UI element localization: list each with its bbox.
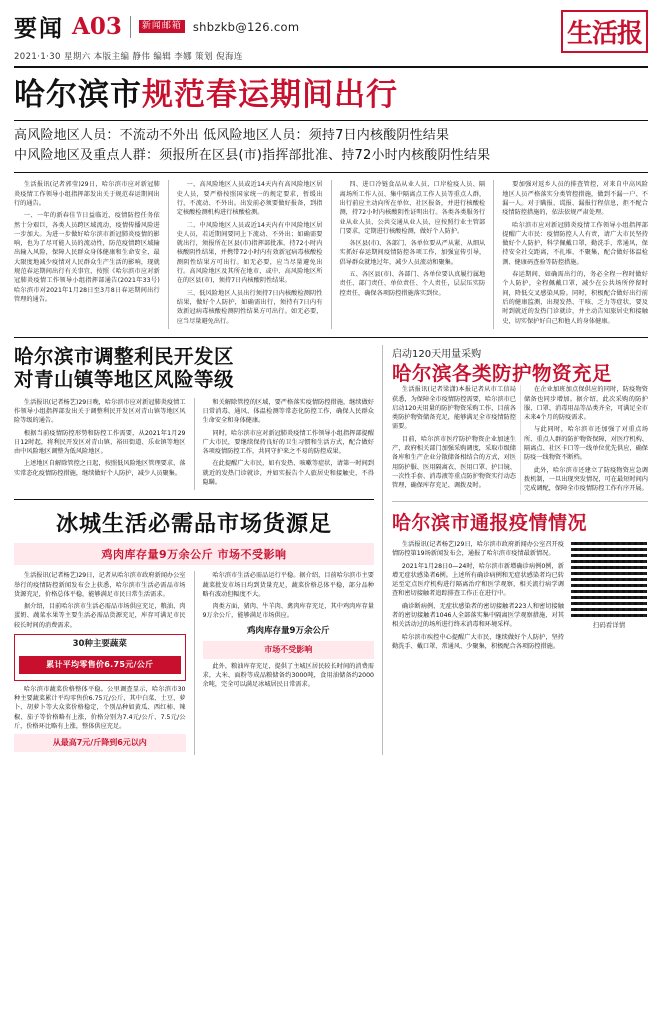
- paragraph: 在企业加班加点保供应的同时，防疫物资储备也同步增加。据介绍，此次采购的防护服、口罩、消毒用品等品类齐全，可满足全市未来4个月的防疫需求。: [524, 386, 648, 422]
- supplies-kicker: 启动120天用量采购: [392, 348, 482, 360]
- paragraph: 目前，哈尔滨市医疗防护物资企业加速生产，政府相关部门加强采购调度，采取市级储备库和生产企业分散储备相结合的方式，对医用防护服、医用隔离衣、医用口罩、护目镜、一次性手套、消毒液等重点防护物资实行动态管理，确保库存充足、调拨及时。: [392, 435, 516, 490]
- qr-code-icon[interactable]: [570, 540, 648, 618]
- paragraph: 上述地区自解除管控之日起，按照低风险地区管理要求，落实常态化疫情防控措施，继续做好个人防护，减少人员聚集。: [14, 460, 186, 477]
- supplies-column-1: [14, 571, 186, 755]
- qr-code-caption: 扫码看详情: [592, 620, 626, 629]
- lead-column-1: [14, 180, 160, 328]
- paragraph: 生活报讯(记者杨艺)29日晚，哈尔滨市应对新冠肺炎疫情工作领导小组指挥部发出关于调整利民开发区对青山镇等地区风险等级的通告。: [14, 398, 186, 425]
- paragraph: 生活报讯(记者杨艺)29日，哈尔滨市政府新闻办公室召开疫情防控第19场新闻发布会，通报了哈尔滨市疫情最新情况。: [392, 540, 564, 558]
- risk-article-column-1: [14, 398, 186, 491]
- lead-headline-red: 规范春运期间出行: [142, 77, 398, 113]
- paragraph: 此外，哈尔滨市还建立了防疫物资应急调拨机制，一旦出现突发情况，可在最短时间内完成调配，保障全市疫情防控工作有序开展。: [524, 466, 648, 493]
- masthead: [14, 10, 648, 68]
- paragraph: 哈尔滨市蔬菜价格整体平稳。公里调查显示，哈尔滨市30种主要蔬菜累计平均零售价6.75元/公斤，其中白菜、土豆、萝卜、胡萝卜等大众菜价格稳定，个别品种如黄瓜、西红柿、辣椒、茄子等价格略有上涨，价格分别为7.4元/公斤、7.5元/公斤，价格环比略有上涨，整体供应充足。: [14, 685, 186, 730]
- paragraph: 哈尔滨市生活必需品运行平稳。据介绍，目前哈尔滨市主要蔬菜批发市场日均到货量充足，蔬菜价格总体平稳，部分品种略有波动但幅度不大。: [202, 572, 374, 598]
- paragraph: 一、一年的新春佳节日益临近，疫情防控任务依然十分艰巨，各类人员跨区域流动，疫情传播风险进一步加大。为进一步做好哈尔滨市新冠肺炎疫情的影响，也为了尽可能人员的流动性，防范疫情跨区域输出输入风险，保障人民群众身体健康和生命安全，最大限度地减少疫情对人民群众生产生活的影响，现就规范春运期间出行有关事宜，按照《哈尔滨市应对新冠肺炎疫情工作领导小组指挥部通告(2021年33号)哈尔滨市对2021年1月28日至3月8日春运期间出行管理的通告。: [14, 212, 160, 303]
- epidemic-report-body: [392, 540, 564, 654]
- middle-left-column: [14, 345, 382, 755]
- column-divider: [194, 571, 195, 755]
- paragraph: 肉类方面，猪肉、牛羊肉、禽肉库存充足，其中鸡肉库存量9万余公斤，能够满足市场供应。: [202, 603, 374, 620]
- masthead-divider: [130, 16, 131, 38]
- middle-section: [14, 337, 648, 755]
- paragraph: 要加强对返乡人员的排查管控，对来自中高风险地区人员严格落实分类管控措施，做到不漏一户、不漏一人。对于瞒报、谎报、漏报行程信息，拒不配合疫情防控措施的，依法依规严肃处理。: [502, 181, 648, 217]
- vegetable-price-band: 累计平均零售价6.75元/公斤: [19, 656, 181, 674]
- newspaper-logo: 生活报: [561, 10, 648, 53]
- news-email-badge: 新闻邮箱: [139, 20, 185, 34]
- vegetable-price-box: [14, 634, 186, 681]
- epidemic-report-block: [392, 540, 648, 654]
- lead-subrule-2: 中风险地区及重点人群：须报所在区县(市)指挥部批准、持72小时内核酸阴性结果: [14, 148, 491, 164]
- lead-headline-black: 哈尔滨市: [14, 77, 142, 113]
- paragraph: 生活报讯(记者杨艺)29日，记者从哈尔滨市政府新闻办公室举行的疫情防控新闻发布会上获悉，哈尔滨市生活必需品市场货源充足，价格总体平稳，能够满足市民日常生活需求。: [14, 572, 186, 598]
- paragraph: 与此同时，哈尔滨市还加强了对重点场所、重点人群的防护物资保障，对医疗机构、隔离点、社区卡口等一线单位优先供应，确保防疫一线物资不断档。: [524, 426, 648, 462]
- supplies-body: [14, 571, 374, 755]
- supplies-column-2: [203, 571, 375, 755]
- chicken-stock-heading: 鸡肉库存量9万余公斤: [247, 625, 330, 636]
- paragraph: 春运期间，如确需出行的，务必全程一程时做好个人防护，全程佩戴口罩，减少在公共场所停留时间，降低交叉感染风险。同时，积极配合做好出行前后的健康监测，出现发热、干咳、乏力等症状，要及时到就近的发热门诊就诊，并主动告知旅居史和接触史，切实保护好自己和他人的身体健康。: [502, 271, 648, 325]
- masthead-byline: 2021·1·30 星期六 本版主编 静伟 编辑 李娜 策划 倪海连: [14, 52, 243, 62]
- lead-column-4: [502, 180, 648, 328]
- column-divider: [194, 398, 195, 491]
- risk-article-title-line1: 哈尔滨市调整利民开发区: [14, 344, 235, 368]
- protective-supplies-title: 哈尔滨各类防护物资充足: [392, 361, 613, 385]
- middle-right-column: [382, 345, 648, 755]
- lead-headline: [14, 78, 648, 112]
- paragraph: 三、低风险地区人员出行须持7日内核酸检测阴性结果，做好个人防护，如确需出行，须持有7日内有效新冠病毒核酸检测阴性结果方可出行。如无必要，应当尽量避免出行。: [176, 289, 323, 325]
- qr-code-block[interactable]: [570, 540, 648, 629]
- paragraph: 哈尔滨市应对新冠肺炎疫情工作领导小组指挥部提醒广大市民：疫情防控人人有责，请广大市民坚持做好个人防护，科学佩戴口罩，勤洗手、常通风，保持安全社交距离，不扎堆、不聚集，配合做好体温检测、健康码查验等防控措施。: [502, 221, 648, 266]
- column-divider: [493, 180, 494, 328]
- paragraph: 确诊断病例、无症状感染者的密切接触者223人和密切接触者的密切接触者1046人全部落实集中隔离医学观察措施，对其相关活动过的场所进行终末消毒和环境采样。: [392, 602, 564, 629]
- lead-column-2: [177, 180, 323, 328]
- paragraph: 二、中风险地区人员或近14天内有中风险地区居史人员，若近期间要同上下流动、不外出；如确需要就出行，须报所在区县(市)指挥部批准、持72小时内核酸阴性结果，并携带72小时内有效新冠病毒核酸检测阴性结果方可出行。如无必要，应当尽量避免出行。高风险地区及其所在地市，或中、高风险地区所在的区县(市)，须持7日内核酸阴性结果。: [176, 221, 323, 285]
- paragraph: 根据当前疫情防控形势和防控工作需要，从2021年1月29日12时起，将利民开发区对青山镇、裕田街道、乐业镇等地区由中风险地区调整为低风险地区。: [14, 429, 186, 456]
- supplies-subtitle: 鸡肉库存量9万余公斤 市场不受影响: [14, 543, 374, 565]
- paragraph: 据介绍，目前哈尔滨市生活必需品市场供应充足，粮油、肉蛋奶、蔬菜水果等主要生活必需品货源充足，库存可满足市民较长时间的消费需求。: [14, 603, 186, 629]
- protective-supplies-body: [392, 385, 648, 495]
- paragraph: 和关解除管控的区域，要严格落实疫情防控措施，继续做好日常消毒、通风、体温检测等常态化防控工作，确保人民群众生命安全和身体健康。: [202, 398, 374, 425]
- vegetable-price-box-title: 30种主要蔬菜: [72, 639, 127, 650]
- lead-body: [14, 180, 648, 328]
- paragraph: 此外，粮油库存充足，提供了主城区居民较长时间的消费需求，大米、面粉等成品粮储备约3000吨，食用油储备约2000余吨，完全可以满足冰城居民日常需求。: [202, 662, 374, 689]
- paragraph: 生活报讯(记者郭莹)29日，哈尔滨市应对新冠肺炎疫情工作领导小组指挥部发出关于规范春运期间出行的通告。: [14, 181, 160, 207]
- paragraph: 哈尔滨市疾控中心提醒广大市民，继续做好个人防护，坚持勤洗手、戴口罩、常通风、少聚集，积极配合各项防控措施。: [392, 633, 564, 650]
- paragraph: 2021年1月28日0—24时，哈尔滨市新增确诊病例0例，新增无症状感染者6例。上述所有确诊病例和无症状感染者均已转运至定点医疗机构进行隔离治疗和医学观察，相关流行病学调查和密切接触者追踪排查工作正在进行中。: [392, 562, 564, 598]
- section-title: 要闻: [14, 15, 64, 42]
- paragraph: 五、各区县(市)、各部门、各单位要认真履行属地责任、部门责任、单位责任、个人责任，层层压实防控责任，确保各项防控措施落实到位。: [339, 271, 486, 297]
- supplies-feature: [14, 499, 374, 755]
- risk-article-body: [14, 398, 374, 491]
- paragraph: 生活报讯(记者梁潇)本报记者从市工信局获悉，为保障全市疫情防控需要，哈尔滨市已启动120天用量的防护物资采购工作，目前各类防护物资储备充足，能够满足全市疫情防控需要。: [392, 386, 516, 431]
- news-email-address[interactable]: shbzkb@126.com: [192, 19, 300, 34]
- paragraph: 各区县(市)、各部门、各单位要从严从紧、从细从实抓好春运期间疫情防控各项工作，加强宣传引导，倡导群众就地过年，减少人员流动和聚集。: [339, 240, 486, 266]
- paragraph: 一、高风险地区人员或近14天内有高风险地区居史人员，要严格按照国家统一的规定要求，暂缓出行，不流动、不外出。出发前必须要做好报备，到指定核酸检测机构进行核酸检测。: [176, 181, 323, 217]
- lead-subrules: [14, 120, 648, 173]
- masthead-top-row: [14, 10, 299, 43]
- risk-article-column-2: [203, 398, 375, 491]
- price-drop-band: 从最高7元/斤降到6元以内: [14, 734, 186, 752]
- page-number: A03: [72, 13, 122, 40]
- lead-column-3: [340, 180, 486, 328]
- masthead-left: [14, 10, 299, 62]
- column-divider: [168, 180, 169, 328]
- column-divider: [331, 180, 332, 328]
- epidemic-report-title: 哈尔滨市通报疫情情况: [392, 511, 588, 534]
- section-divider: [392, 501, 648, 502]
- paragraph: 同时，哈尔滨市应对新冠肺炎疫情工作领导小组指挥部提醒广大市民，要继续保持良好的卫生习惯和生活方式，配合做好各项疫情防控工作，共同守护来之不易的防控成果。: [202, 429, 374, 456]
- supplies-title: 冰城生活必需品市场货源足: [55, 511, 332, 538]
- paragraph: 四、进口冷链食品从业人员、口岸检疫人员、隔离场所工作人员、集中隔离点工作人员等重点人群，出行前应主动向所在单位、社区报备，并进行核酸检测，持72小时内核酸阴性证明出行。各类各类服务行业从业人员、公共交通从业人员，应按照行业主管部门要求，定期进行核酸检测，做好个人防护。: [339, 181, 486, 235]
- paragraph: 在此提醒广大市民，如有发热、咳嗽等症状，请第一时间到就近的发热门诊就诊，并如实报告个人旅居史和接触史，不得隐瞒。: [202, 460, 374, 486]
- lead-subrule-1: 高风险地区人员：不流动不外出 低风险地区人员：须持7日内核酸阴性结果: [14, 128, 450, 144]
- risk-article-title-line2: 对青山镇等地区风险等级: [14, 368, 235, 392]
- chicken-stock-band: 市场不受影响: [203, 641, 375, 659]
